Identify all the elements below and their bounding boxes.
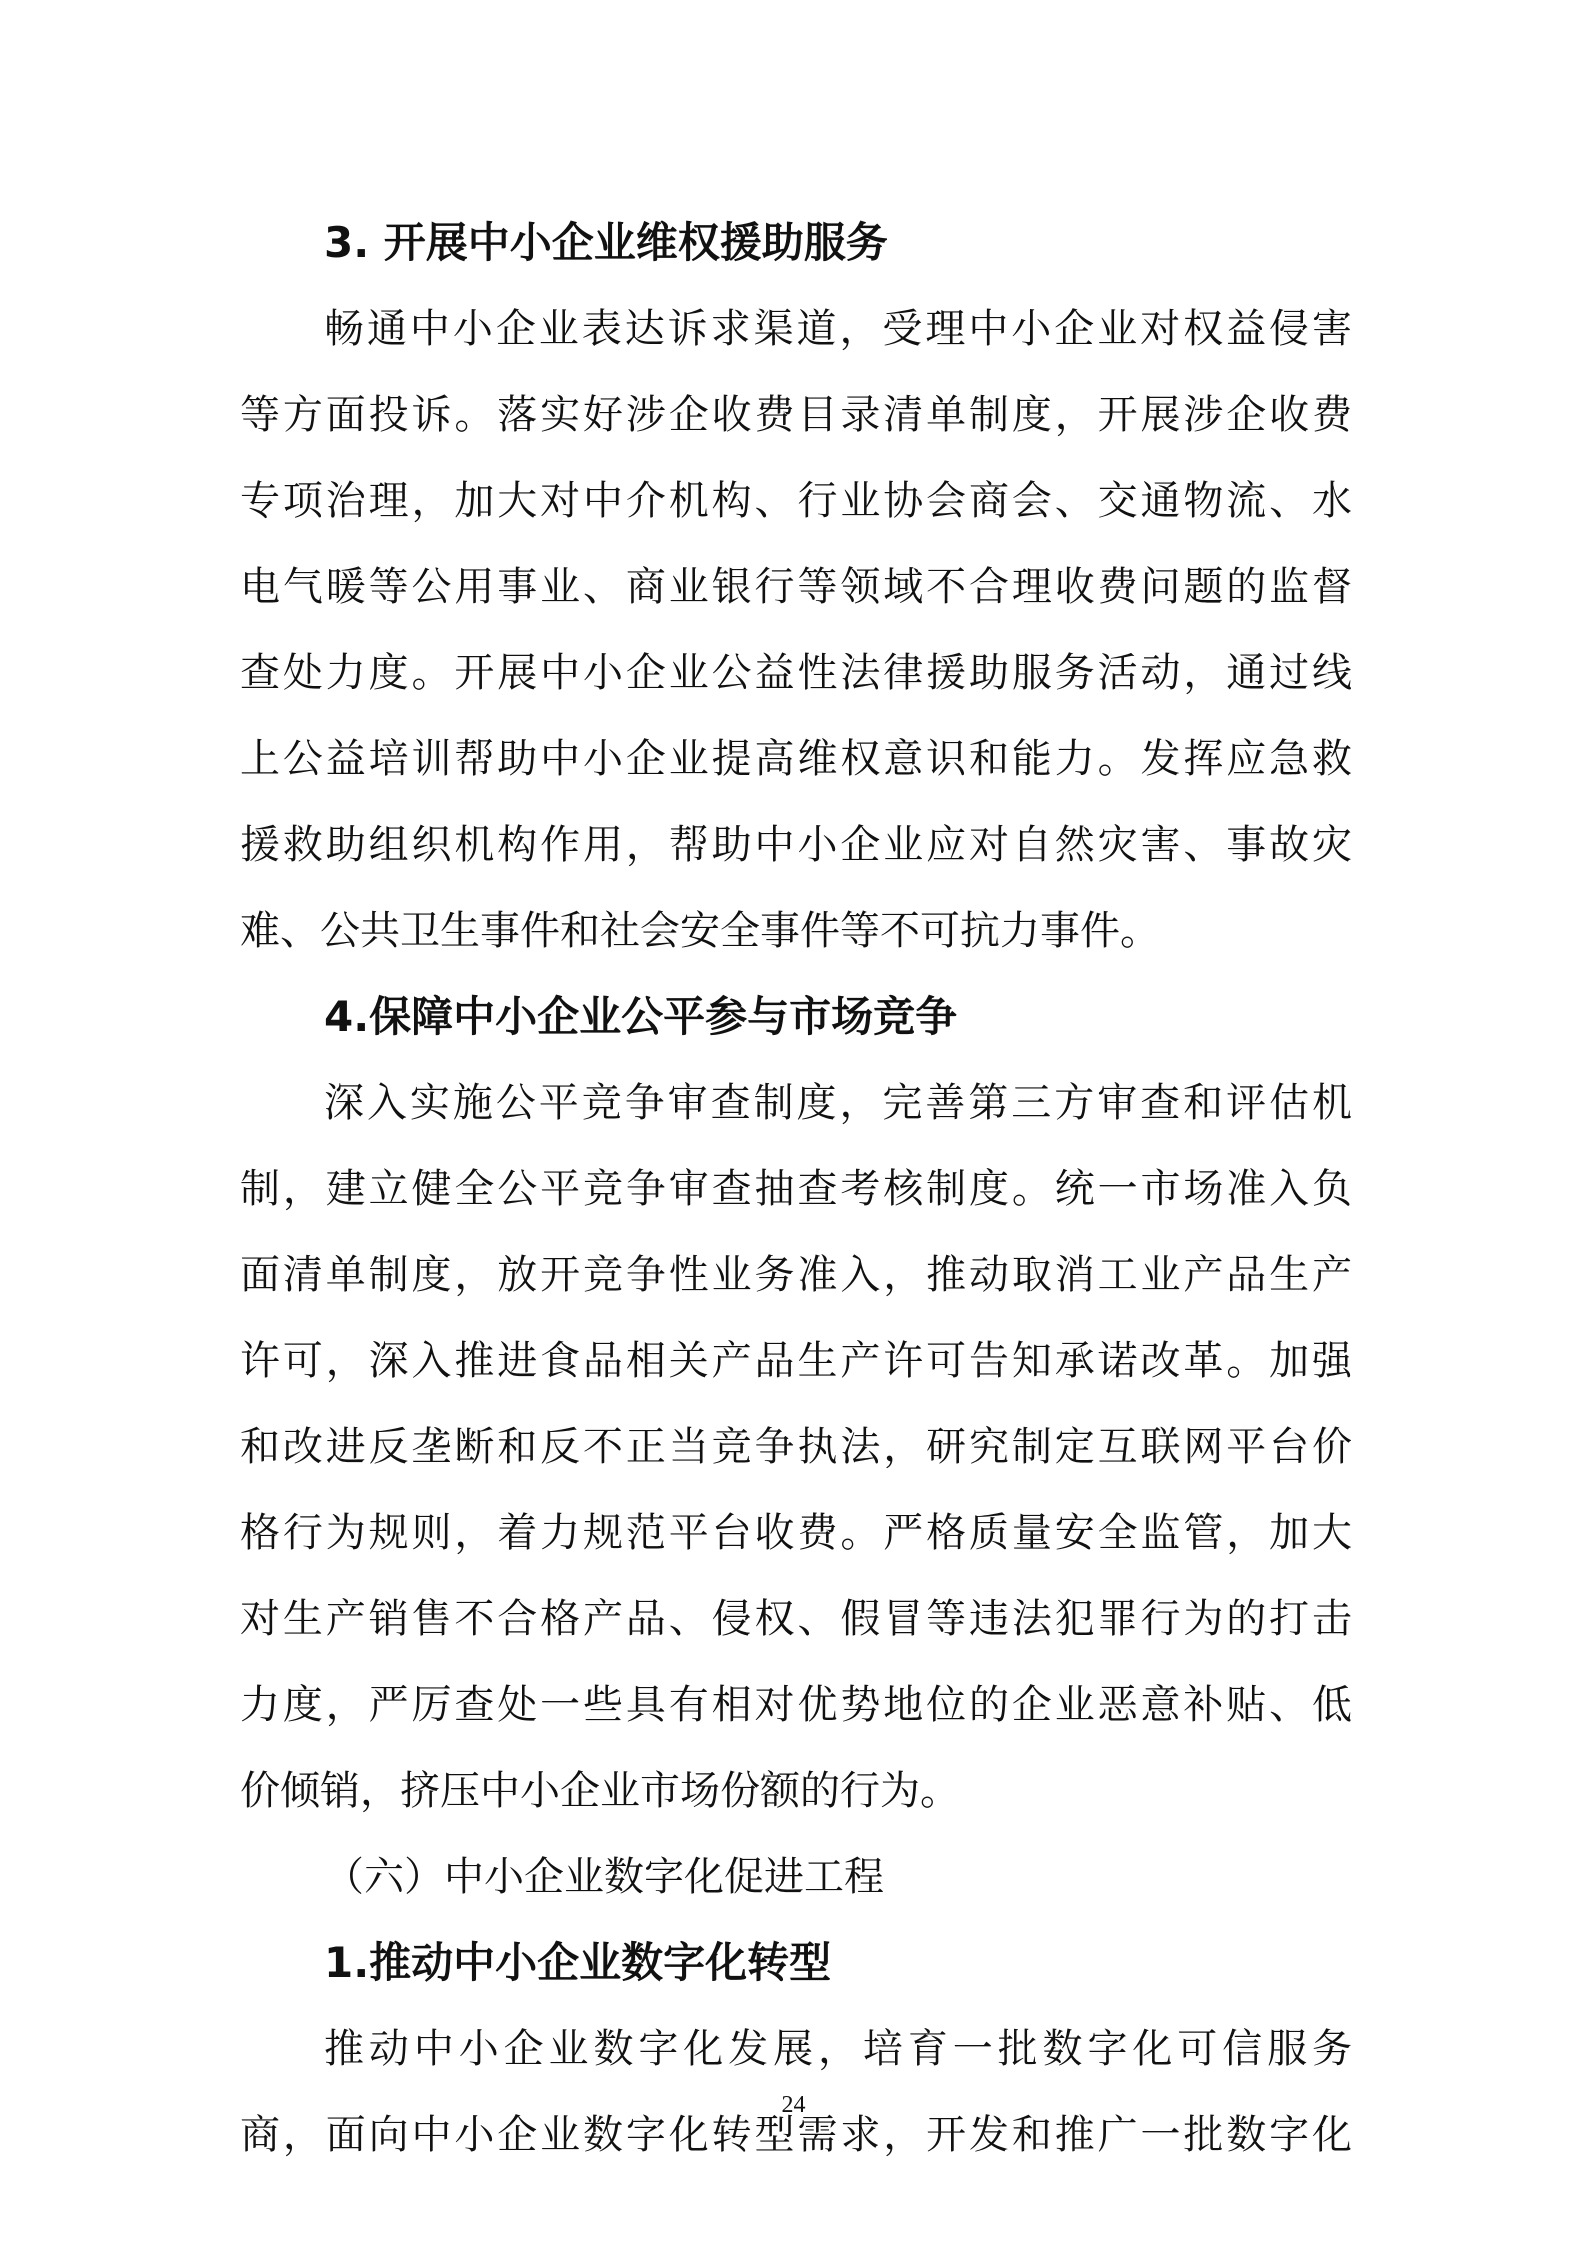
paragraph-line: 援救助组织机构作用，帮助中小企业应对自然灾害、事故灾 (240, 822, 1352, 868)
section-heading-digital-transformation: 1.推动中小企业数字化转型 (324, 1938, 832, 1987)
paragraph-line: 查处力度。开展中小企业公益性法律援助服务活动，通过线 (240, 650, 1352, 696)
paragraph-line: 商，面向中小企业数字化转型需求，开发和推广一批数字化 (240, 2112, 1352, 2158)
paragraph-line: 面清单制度，放开竞争性业务准入，推动取消工业产品生产 (240, 1252, 1352, 1298)
paragraph-line: 制，建立健全公平竞争审查抽查考核制度。统一市场准入负 (240, 1166, 1352, 1212)
section-heading-rights-protection: 3. 开展中小企业维权援助服务 (324, 218, 888, 267)
paragraph-rights-protection (240, 286, 1352, 974)
section-heading-fair-competition: 4.保障中小企业公平参与市场竞争 (324, 992, 958, 1041)
paragraph-line: 和改进反垄断和反不正当竞争执法，研究制定互联网平台价 (240, 1424, 1352, 1470)
paragraph-line: 难、公共卫生事件和社会安全事件等不可抗力事件。 (240, 908, 1160, 954)
paragraph-line: 价倾销，挤压中小企业市场份额的行为。 (240, 1768, 960, 1814)
paragraph-line: 专项治理，加大对中介机构、行业协会商会、交通物流、水 (240, 478, 1352, 524)
page-content (240, 200, 1352, 2178)
paragraph-line: 深入实施公平竞争审查制度，完善第三方审查和评估机 (324, 1080, 1352, 1126)
paragraph-line: 电气暖等公用事业、商业银行等领域不合理收费问题的监督 (240, 564, 1352, 610)
paragraph-line: 上公益培训帮助中小企业提高维权意识和能力。发挥应急救 (240, 736, 1352, 782)
paragraph-line: 对生产销售不合格产品、侵权、假冒等违法犯罪行为的打击 (240, 1596, 1352, 1642)
paragraph-fair-competition (240, 1060, 1352, 1834)
paragraph-line: 力度，严厉查处一些具有相对优势地位的企业恶意补贴、低 (240, 1682, 1352, 1728)
paragraph-line: 许可，深入推进食品相关产品生产许可告知承诺改革。加强 (240, 1338, 1352, 1384)
paragraph-line: 推动中小企业数字化发展，培育一批数字化可信服务 (324, 2026, 1352, 2072)
paragraph-line: 畅通中小企业表达诉求渠道，受理中小企业对权益侵害 (324, 306, 1352, 352)
paragraph-line: 格行为规则，着力规范平台收费。严格质量安全监管，加大 (240, 1510, 1352, 1556)
chapter-heading: （六）中小企业数字化促进工程 (324, 1854, 884, 1900)
page-number: 24 (781, 2092, 806, 2118)
paragraph-line: 等方面投诉。落实好涉企收费目录清单制度，开展涉企收费 (240, 392, 1352, 438)
